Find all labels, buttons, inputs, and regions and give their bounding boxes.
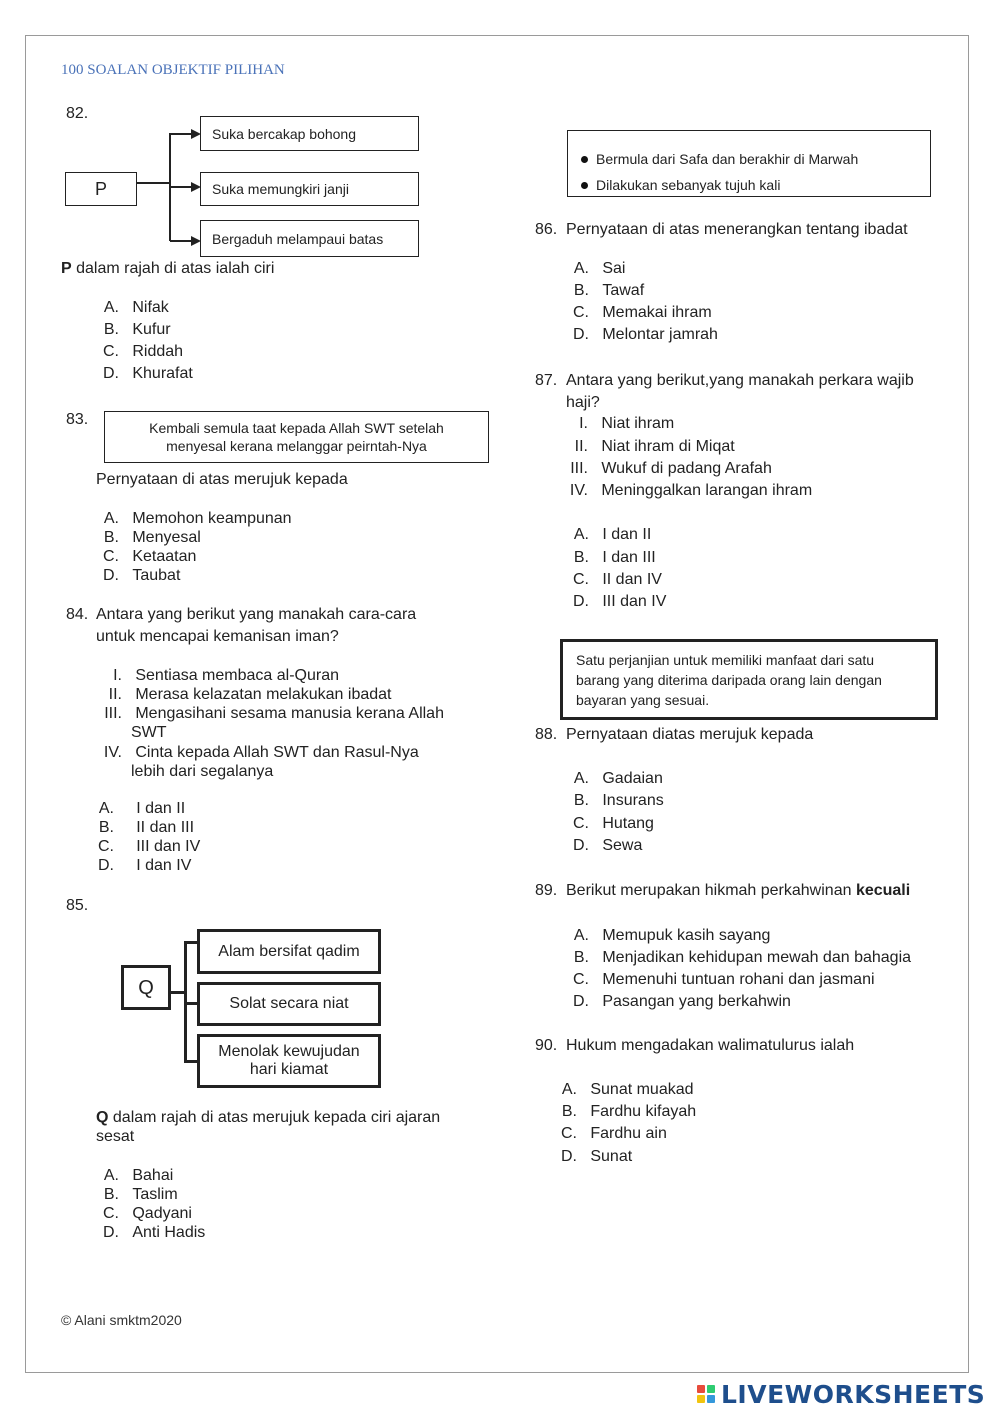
- q82-connector: [137, 182, 170, 184]
- q84-option-b[interactable]: B. II dan III: [98, 819, 195, 836]
- q86-bullet-1: Bermula dari Safa dan berakhir di Marwah: [581, 146, 930, 172]
- q85-option-b[interactable]: B. Taslim: [103, 1186, 178, 1203]
- q87-option-b[interactable]: B. I dan III: [573, 549, 656, 566]
- q82-branch: [170, 133, 192, 135]
- q85-option-a[interactable]: A. Bahai: [103, 1167, 174, 1184]
- q83-number: 83.: [66, 411, 89, 428]
- q84-item-i: I. Sentiasa membaca al-Quran: [113, 667, 339, 684]
- q82-option-b[interactable]: B. Kufur: [103, 321, 171, 338]
- logo-square: [697, 1385, 705, 1393]
- q87-option-c[interactable]: C. II dan IV: [573, 571, 662, 588]
- q82-p-box: [65, 172, 137, 206]
- q86-stem: Pernyataan di atas menerangkan tentang ibadat: [566, 221, 908, 238]
- q85-option-c[interactable]: C. Qadyani: [103, 1205, 192, 1222]
- q82-branch: [170, 186, 192, 188]
- q90-option-b[interactable]: B. Fardhu kifayah: [561, 1103, 697, 1120]
- q87-item-i: I. Niat ihram: [579, 415, 675, 432]
- q84-option-a[interactable]: A. I dan II: [98, 800, 186, 817]
- logo-text: LIVEWORKSHEETS: [721, 1379, 986, 1409]
- q90-stem: Hukum mengadakan walimatulurus ialah: [566, 1037, 855, 1054]
- q89-option-a[interactable]: A. Memupuk kasih sayang: [573, 927, 771, 944]
- q84-item-iv: IV. Cinta kepada Allah SWT dan Rasul-Nya: [103, 744, 419, 761]
- q86-option-d[interactable]: D. Melontar jamrah: [573, 326, 718, 343]
- q84-item-iii: III. Mengasihani sesama manusia kerana Allah: [104, 705, 444, 722]
- q85-q-box: [121, 965, 171, 1010]
- q87-item-iv: IV. Meninggalkan larangan ihram: [569, 482, 813, 499]
- q87-item-iii: III. Wukuf di padang Arafah: [570, 460, 772, 477]
- q82-option-d[interactable]: D. Khurafat: [103, 365, 193, 382]
- q85-q-label: Q: [138, 976, 154, 999]
- q90-option-c[interactable]: C. Fardhu ain: [561, 1125, 667, 1142]
- q83-option-b[interactable]: B. Menyesal: [103, 529, 201, 546]
- q82-box-1: Suka bercakap bohong: [200, 116, 419, 151]
- q86-option-a[interactable]: A. Sai: [573, 260, 626, 277]
- logo-square: [697, 1395, 705, 1403]
- page-header: 100 SOALAN OBJEKTIF PILIHAN: [61, 62, 285, 78]
- q84-stem-line-2: untuk mencapai kemanisan iman?: [96, 628, 339, 645]
- q84-item-iii-cont: SWT: [131, 724, 167, 741]
- q89-option-c[interactable]: C. Memenuhi tuntuan rohani dan jasmani: [573, 971, 875, 988]
- q88-stem: Pernyataan diatas merujuk kepada: [566, 726, 814, 743]
- q86-bullet-2: Dilakukan sebanyak tujuh kali: [581, 172, 930, 198]
- q82-option-c[interactable]: C. Riddah: [103, 343, 184, 360]
- q88-number: 88.: [535, 726, 558, 743]
- q82-box-2: Suka memungkiri janji: [200, 172, 419, 206]
- q90-number: 90.: [535, 1037, 558, 1054]
- q84-option-c[interactable]: C. III dan IV: [98, 838, 201, 855]
- copyright-footer: © Alani smktm2020: [61, 1312, 182, 1328]
- q84-number: 84.: [66, 606, 89, 623]
- q82-branch: [170, 240, 192, 242]
- logo-squares-icon: [697, 1385, 715, 1403]
- logo-square: [707, 1395, 715, 1403]
- q89-option-d[interactable]: D. Pasangan yang berkahwin: [573, 993, 791, 1010]
- q85-stem-line-1: Q dalam rajah di atas merujuk kepada ciri ajaran: [96, 1109, 441, 1126]
- q83-stem: Pernyataan di atas merujuk kepada: [96, 471, 348, 488]
- q90-option-a[interactable]: A. Sunat muakad: [561, 1081, 694, 1098]
- q87-stem-line-1: Antara yang berikut,yang manakah perkara wajib: [566, 372, 914, 389]
- q87-stem-line-2: haji?: [566, 394, 600, 411]
- q88-option-d[interactable]: D. Sewa: [573, 837, 643, 854]
- q87-option-d[interactable]: D. III dan IV: [573, 593, 667, 610]
- q82-p-label: P: [94, 179, 107, 199]
- q83-option-a[interactable]: A. Memohon keampunan: [103, 510, 292, 527]
- q88-option-b[interactable]: B. Insurans: [573, 792, 664, 809]
- q83-option-d[interactable]: D. Taubat: [103, 567, 181, 584]
- q85-stem-line-2: sesat: [96, 1128, 135, 1145]
- q89-number: 89.: [535, 882, 558, 899]
- bullet-icon: [581, 182, 588, 189]
- q87-option-a[interactable]: A. I dan II: [573, 526, 652, 543]
- q89-option-b[interactable]: B. Menjadikan kehidupan mewah dan bahagia: [573, 949, 912, 966]
- q85-box-1: Alam bersifat qadim: [197, 929, 381, 974]
- q82-number: 82.: [66, 105, 89, 122]
- q82-option-a[interactable]: A. Nifak: [103, 299, 169, 316]
- q86-statement-box: [567, 130, 931, 197]
- q84-item-ii: II. Merasa kelazatan melakukan ibadat: [108, 686, 392, 703]
- q89-stem: Berikut merupakan hikmah perkahwinan kecuali: [566, 882, 911, 899]
- q87-item-ii: II. Niat ihram di Miqat: [574, 438, 735, 455]
- q84-option-d[interactable]: D. I dan IV: [98, 857, 192, 874]
- q86-number: 86.: [535, 221, 558, 238]
- bullet-icon: [581, 156, 588, 163]
- q85-box-3: Menolak kewujudan hari kiamat: [197, 1034, 381, 1088]
- q84-stem-line-1: Antara yang berikut yang manakah cara-cara: [96, 606, 417, 623]
- liveworksheets-logo[interactable]: [697, 1380, 985, 1408]
- q88-option-a[interactable]: A. Gadaian: [573, 770, 663, 787]
- q87-number: 87.: [535, 372, 558, 389]
- q85-box-2: Solat secara niat: [197, 982, 381, 1026]
- q86-option-b[interactable]: B. Tawaf: [573, 282, 645, 299]
- q90-option-d[interactable]: D. Sunat: [561, 1148, 633, 1165]
- q88-option-c[interactable]: C. Hutang: [573, 815, 654, 832]
- q82-stem: P dalam rajah di atas ialah ciri: [61, 260, 275, 277]
- q83-statement-box: Kembali semula taat kepada Allah SWT setelah menyesal kerana melanggar peirntah-Nya: [104, 411, 489, 463]
- q83-option-c[interactable]: C. Ketaatan: [103, 548, 197, 565]
- q85-option-d[interactable]: D. Anti Hadis: [103, 1224, 206, 1241]
- logo-square: [707, 1385, 715, 1393]
- q84-item-iv-cont: lebih dari segalanya: [131, 763, 274, 780]
- q86-option-c[interactable]: C. Memakai ihram: [573, 304, 712, 321]
- q82-box-3: Bergaduh melampaui batas: [200, 220, 419, 257]
- q85-number: 85.: [66, 897, 89, 914]
- q88-statement-box: Satu perjanjian untuk memiliki manfaat dari satu barang yang diterima daripada orang lain dengan bayaran yang sesuai.: [560, 639, 938, 720]
